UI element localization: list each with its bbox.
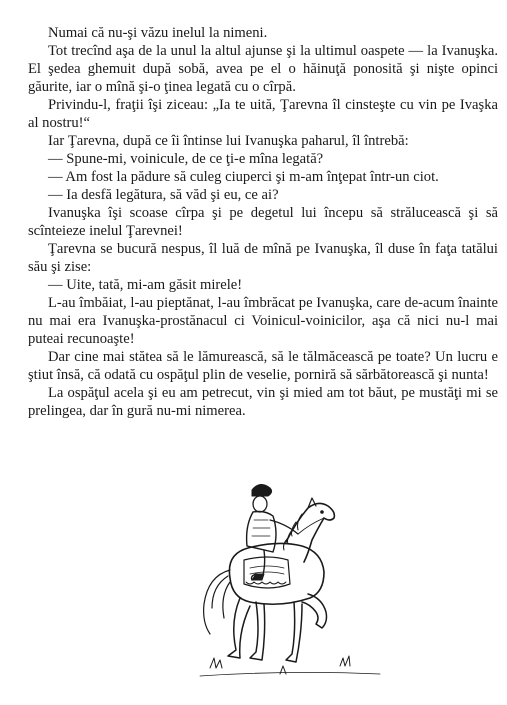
- paragraph: Privindu-l, fraţii îşi ziceau: „Ia te uită, Ţarevna îl cinsteşte cu vin pe Ivaşka al nostru!“: [28, 97, 498, 131]
- dialogue-line: — Spune-mi, voinicule, de ce ţi-e mîna legată?: [48, 151, 324, 167]
- paragraph: Ivanuşka îşi scoase cîrpa şi pe degetul lui începu să strălucească şi să scînteieze inelul Ţarevnei!: [28, 205, 498, 239]
- story-text: [28, 24, 498, 420]
- paragraph: Iar Ţarevna, după ce îi întinse lui Ivanuşka paharul, îl întrebă:: [48, 133, 409, 149]
- horse-rider-illustration: [190, 470, 390, 700]
- paragraph: Ţarevna se bucură nespus, îl luă de mînă pe Ivanuşka, îl duse în faţa tatălui său şi zise:: [28, 241, 498, 275]
- paragraph: L-au îmbăiat, l-au pieptănat, l-au îmbrăcat pe Ivanuşka, care de-acum înainte nu mai era Ivanuşka-prostănacul ci Voinicul-voinicilor, aşa că nici nu-l mai puteai recunoaşte!: [28, 295, 498, 347]
- dialogue-line: — Am fost la pădure să culeg ciuperci şi m-am înţepat într-un ciot.: [48, 169, 439, 185]
- paragraph: Dar cine mai stătea să le lămurească, să le tălmăcească pe toate? Un lucru e ştiut însă, că odată cu ospăţul plin de veselie, porniră să sărbătorească şi nunta!: [28, 349, 498, 383]
- paragraph: Tot trecînd aşa de la unul la altul ajunse şi la ultimul oaspete — la Ivanuşka. El şedea ghemuit după sobă, avea pe el o hăinuţă ponosită şi nişte opinci găurite, iar o mînă şi-o ţinea legată cu o cîrpă.: [28, 43, 498, 95]
- paragraph: Numai că nu-şi văzu inelul la nimeni.: [48, 25, 268, 41]
- dialogue-line: — Ia desfă legătura, să văd şi eu, ce ai?: [48, 187, 279, 203]
- dialogue-line: — Uite, tată, mi-am găsit mirele!: [48, 277, 243, 293]
- paragraph: La ospăţul acela şi eu am petrecut, vin şi mied am tot băut, pe mustăţi mi se prelingea, dar în gură nu-mi nimerea.: [28, 385, 498, 419]
